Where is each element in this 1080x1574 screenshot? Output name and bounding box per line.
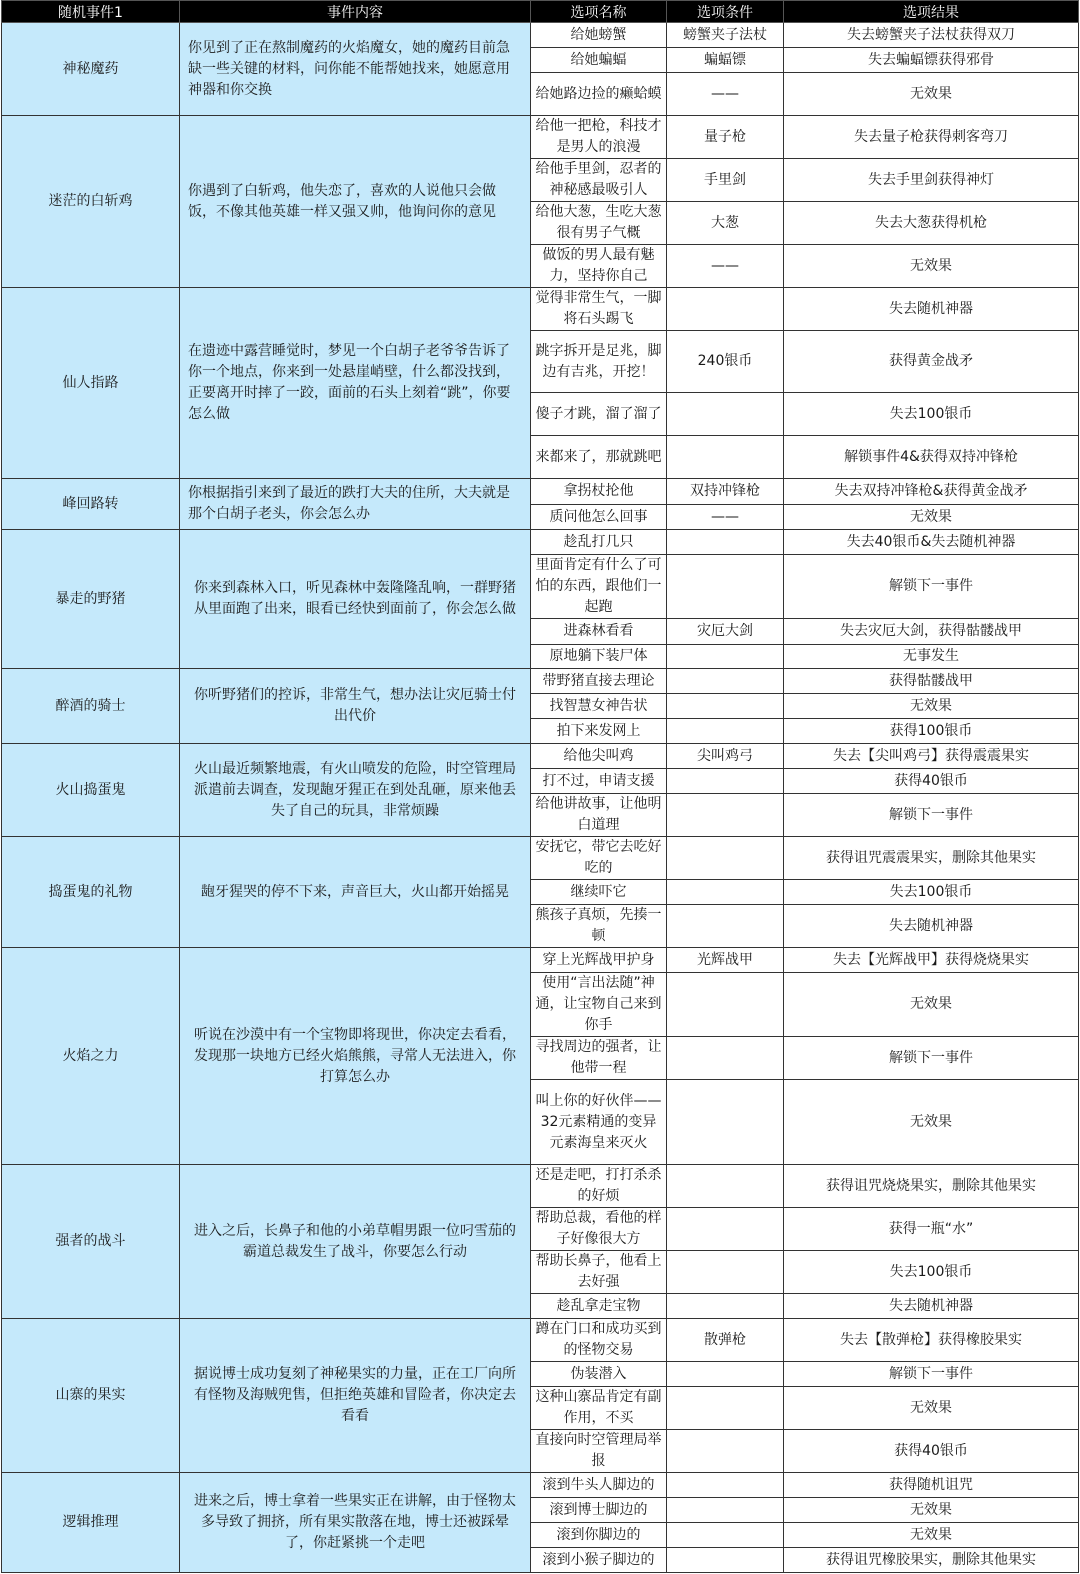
table-row [2, 530, 1079, 555]
event-name: 醉酒的骑士 [2, 669, 180, 744]
event-name: 火山捣蛋鬼 [2, 744, 180, 837]
table-row [2, 479, 1079, 505]
option-result: 无效果 [784, 1523, 1079, 1548]
option-result: 获得40银币 [784, 1430, 1079, 1473]
option-result: 失去随机神器 [784, 1294, 1079, 1319]
option-name: 滚到牛头人脚边的 [531, 1473, 667, 1498]
option-condition [667, 1165, 784, 1208]
option-name: 给他尖叫鸡 [531, 744, 667, 769]
option-condition [667, 669, 784, 694]
event-name: 神秘魔药 [2, 23, 180, 116]
option-name: 使用“言出法随”神通，让宝物自己来到你手 [531, 973, 667, 1037]
option-name: 滚到你脚边的 [531, 1523, 667, 1548]
option-name: 来都来了，那就跳吧 [531, 436, 667, 479]
option-name: 给他一把枪，科技才是男人的浪漫 [531, 116, 667, 159]
header-event: 随机事件1 [2, 1, 180, 23]
table-row [2, 1473, 1079, 1498]
option-condition [667, 436, 784, 479]
option-name: 趁乱拿走宝物 [531, 1294, 667, 1319]
option-condition [667, 1080, 784, 1165]
option-result: 失去40银币&失去随机神器 [784, 530, 1079, 555]
option-condition [667, 794, 784, 837]
option-result: 解锁下一事件 [784, 1037, 1079, 1080]
option-name: 叫上你的好伙伴——32元素精通的变异元素海皇来灭火 [531, 1080, 667, 1165]
option-condition: 量子枪 [667, 116, 784, 159]
option-condition: —— [667, 73, 784, 116]
table-row [2, 1319, 1079, 1362]
option-condition [667, 905, 784, 948]
option-result: 获得一瓶“水” [784, 1208, 1079, 1251]
option-result: 解锁下一事件 [784, 1362, 1079, 1387]
option-name: 蹲在门口和成功买到的怪物交易 [531, 1319, 667, 1362]
option-condition [667, 1473, 784, 1498]
option-condition: 尖叫鸡弓 [667, 744, 784, 769]
option-name: 继续吓它 [531, 880, 667, 905]
option-condition: 手里剑 [667, 159, 784, 202]
option-name: 打不过，申请支援 [531, 769, 667, 794]
option-condition: 灾厄大剑 [667, 619, 784, 645]
option-result: 无效果 [784, 973, 1079, 1037]
event-content: 你来到森林入口，听见森林中轰隆隆乱响，一群野猪从里面跑了出来，眼看已经快到面前了，你会怎么做 [180, 530, 531, 669]
option-result: 失去大葱获得机枪 [784, 202, 1079, 245]
option-name: 帮助长鼻子，他看上去好强 [531, 1251, 667, 1294]
event-content: 据说博士成功复刻了神秘果实的力量，正在工厂向所有怪物及海贼兜售，但拒绝英雄和冒险者，你决定去看看 [180, 1319, 531, 1473]
option-name: 跳字拆开是足兆，脚边有吉兆，开挖！ [531, 331, 667, 393]
option-result: 失去灾厄大剑，获得骷髅战甲 [784, 619, 1079, 645]
option-result: 失去螃蟹夹子法杖获得双刀 [784, 23, 1079, 48]
table-row [2, 669, 1079, 694]
option-name: 给他大葱，生吃大葱很有男子气概 [531, 202, 667, 245]
event-name: 捣蛋鬼的礼物 [2, 837, 180, 948]
event-name: 峰回路转 [2, 479, 180, 530]
option-result: 失去100银币 [784, 880, 1079, 905]
option-condition: 散弹枪 [667, 1319, 784, 1362]
option-result: 失去手里剑获得神灯 [784, 159, 1079, 202]
option-name: 给她路边捡的癞蛤蟆 [531, 73, 667, 116]
option-name: 熊孩子真烦，先揍一顿 [531, 905, 667, 948]
option-condition: —— [667, 505, 784, 530]
option-name: 拿拐杖抡他 [531, 479, 667, 505]
option-name: 寻找周边的强者，让他带一程 [531, 1037, 667, 1080]
option-condition [667, 973, 784, 1037]
option-condition [667, 1523, 784, 1548]
header-option-condition: 选项条件 [667, 1, 784, 23]
option-result: 失去100银币 [784, 1251, 1079, 1294]
event-name: 山寨的果实 [2, 1319, 180, 1473]
option-result: 失去【光辉战甲】获得烧烧果实 [784, 948, 1079, 973]
option-result: 获得诅咒震震果实，删除其他果实 [784, 837, 1079, 880]
table-body [2, 23, 1079, 1573]
option-result: 失去蝙蝠镖获得邪骨 [784, 48, 1079, 73]
event-content: 你听野猪们的控诉，非常生气，想办法让灾厄骑士付出代价 [180, 669, 531, 744]
option-name: 拍下来发网上 [531, 719, 667, 744]
event-content: 龅牙猩哭的停不下来，声音巨大，火山都开始摇晃 [180, 837, 531, 948]
header-content: 事件内容 [180, 1, 531, 23]
option-condition: 光辉战甲 [667, 948, 784, 973]
option-condition [667, 1208, 784, 1251]
option-name: 伪装潜入 [531, 1362, 667, 1387]
option-name: 给他讲故事，让他明白道理 [531, 794, 667, 837]
event-content: 在遗迹中露营睡觉时，梦见一个白胡子老爷爷告诉了你一个地点，你来到一处悬崖峭壁，什么都没找到，正要离开时摔了一跤，面前的石头上刻着“跳”，你要怎么做 [180, 288, 531, 479]
option-condition [667, 880, 784, 905]
option-name: 滚到博士脚边的 [531, 1498, 667, 1523]
option-result: 失去双持冲锋枪&获得黄金战矛 [784, 479, 1079, 505]
option-condition [667, 1548, 784, 1573]
option-condition [667, 694, 784, 719]
event-name: 迷茫的白斩鸡 [2, 116, 180, 288]
option-result: 获得诅咒烧烧果实，删除其他果实 [784, 1165, 1079, 1208]
option-result: 失去100银币 [784, 393, 1079, 436]
event-content: 听说在沙漠中有一个宝物即将现世，你决定去看看，发现那一块地方已经火焰熊熊，寻常人无法进入，你打算怎么办 [180, 948, 531, 1165]
option-result: 失去量子枪获得刺客弯刀 [784, 116, 1079, 159]
table-row [2, 23, 1079, 48]
option-result: 无效果 [784, 73, 1079, 116]
event-name: 暴走的野猪 [2, 530, 180, 669]
option-name: 找智慧女神告状 [531, 694, 667, 719]
event-content: 你遇到了白斩鸡，他失恋了，喜欢的人说他只会做饭，不像其他英雄一样又强又帅，他询问你的意见 [180, 116, 531, 288]
event-name: 火焰之力 [2, 948, 180, 1165]
option-condition: —— [667, 245, 784, 288]
option-condition [667, 1430, 784, 1473]
option-result: 获得40银币 [784, 769, 1079, 794]
option-result: 失去【尖叫鸡弓】获得震震果实 [784, 744, 1079, 769]
option-name: 觉得非常生气，一脚将石头踢飞 [531, 288, 667, 331]
option-name: 傻子才跳，溜了溜了 [531, 393, 667, 436]
option-condition [667, 769, 784, 794]
option-result: 获得100银币 [784, 719, 1079, 744]
option-condition: 螃蟹夹子法杖 [667, 23, 784, 48]
option-name: 给她螃蟹 [531, 23, 667, 48]
option-condition [667, 1362, 784, 1387]
header-option-result: 选项结果 [784, 1, 1079, 23]
option-name: 直接向时空管理局举报 [531, 1430, 667, 1473]
option-result: 解锁下一事件 [784, 794, 1079, 837]
option-name: 给他手里剑，忍者的神秘感最吸引人 [531, 159, 667, 202]
table-row [2, 837, 1079, 880]
option-condition [667, 1294, 784, 1319]
event-name: 逻辑推理 [2, 1473, 180, 1573]
option-result: 解锁下一事件 [784, 555, 1079, 619]
event-content: 火山最近频繁地震，有火山喷发的危险，时空管理局派遣前去调查，发现龅牙猩正在到处乱砸，原来他丢失了自己的玩具，非常烦躁 [180, 744, 531, 837]
option-name: 这种山寨品肯定有副作用，不买 [531, 1387, 667, 1430]
option-condition [667, 837, 784, 880]
option-name: 安抚它，带它去吃好吃的 [531, 837, 667, 880]
option-condition [667, 393, 784, 436]
table-row [2, 288, 1079, 331]
option-name: 原地躺下装尸体 [531, 645, 667, 669]
option-name: 穿上光辉战甲护身 [531, 948, 667, 973]
option-result: 无效果 [784, 245, 1079, 288]
option-condition: 240银币 [667, 331, 784, 393]
event-content: 你见到了正在熬制魔药的火焰魔女，她的魔药目前急缺一些关键的材料，问你能不能帮她找来，她愿意用神器和你交换 [180, 23, 531, 116]
option-name: 滚到小猴子脚边的 [531, 1548, 667, 1573]
option-name: 给她蝙蝠 [531, 48, 667, 73]
table-row [2, 1165, 1079, 1208]
option-condition: 大葱 [667, 202, 784, 245]
table-row [2, 744, 1079, 769]
option-name: 趁乱打几只 [531, 530, 667, 555]
table-row [2, 948, 1079, 973]
option-result: 失去随机神器 [784, 905, 1079, 948]
option-name: 还是走吧，打打杀杀的好烦 [531, 1165, 667, 1208]
option-name: 质问他怎么回事 [531, 505, 667, 530]
option-condition [667, 555, 784, 619]
option-name: 里面肯定有什么了可怕的东西，跟他们一起跑 [531, 555, 667, 619]
option-result: 获得黄金战矛 [784, 331, 1079, 393]
event-content: 你根据指引来到了最近的跌打大夫的住所，大夫就是那个白胡子老头，你会怎么办 [180, 479, 531, 530]
option-result: 无事发生 [784, 645, 1079, 669]
option-result: 失去随机神器 [784, 288, 1079, 331]
header-row [2, 1, 1079, 23]
option-name: 进森林看看 [531, 619, 667, 645]
option-name: 帮助总裁，看他的样子好像很大方 [531, 1208, 667, 1251]
option-result: 失去【散弹枪】获得橡胶果实 [784, 1319, 1079, 1362]
event-content: 进入之后，长鼻子和他的小弟草帽男跟一位叼雪茄的霸道总裁发生了战斗，你要怎么行动 [180, 1165, 531, 1319]
option-condition [667, 1251, 784, 1294]
option-condition: 蝙蝠镖 [667, 48, 784, 73]
table-row [2, 116, 1079, 159]
option-condition [667, 1498, 784, 1523]
event-name: 仙人指路 [2, 288, 180, 479]
option-name: 带野猪直接去理论 [531, 669, 667, 694]
option-result: 无效果 [784, 1080, 1079, 1165]
option-result: 获得骷髅战甲 [784, 669, 1079, 694]
option-condition [667, 1387, 784, 1430]
option-result: 无效果 [784, 694, 1079, 719]
option-result: 无效果 [784, 505, 1079, 530]
option-condition [667, 1037, 784, 1080]
option-condition [667, 719, 784, 744]
option-condition [667, 288, 784, 331]
option-condition [667, 645, 784, 669]
option-name: 做饭的男人最有魅力，坚持你自己 [531, 245, 667, 288]
option-condition [667, 530, 784, 555]
event-name: 强者的战斗 [2, 1165, 180, 1319]
option-result: 解锁事件4&获得双持冲锋枪 [784, 436, 1079, 479]
option-result: 无效果 [784, 1387, 1079, 1430]
option-result: 无效果 [784, 1498, 1079, 1523]
header-option-name: 选项名称 [531, 1, 667, 23]
option-result: 获得诅咒橡胶果实，删除其他果实 [784, 1548, 1079, 1573]
event-content: 进来之后，博士拿着一些果实正在讲解，由于怪物太多导致了拥挤，所有果实散落在地，博士还被踩晕了，你赶紧挑一个走吧 [180, 1473, 531, 1573]
option-result: 获得随机诅咒 [784, 1473, 1079, 1498]
option-condition: 双持冲锋枪 [667, 479, 784, 505]
random-events-table [1, 0, 1079, 1573]
